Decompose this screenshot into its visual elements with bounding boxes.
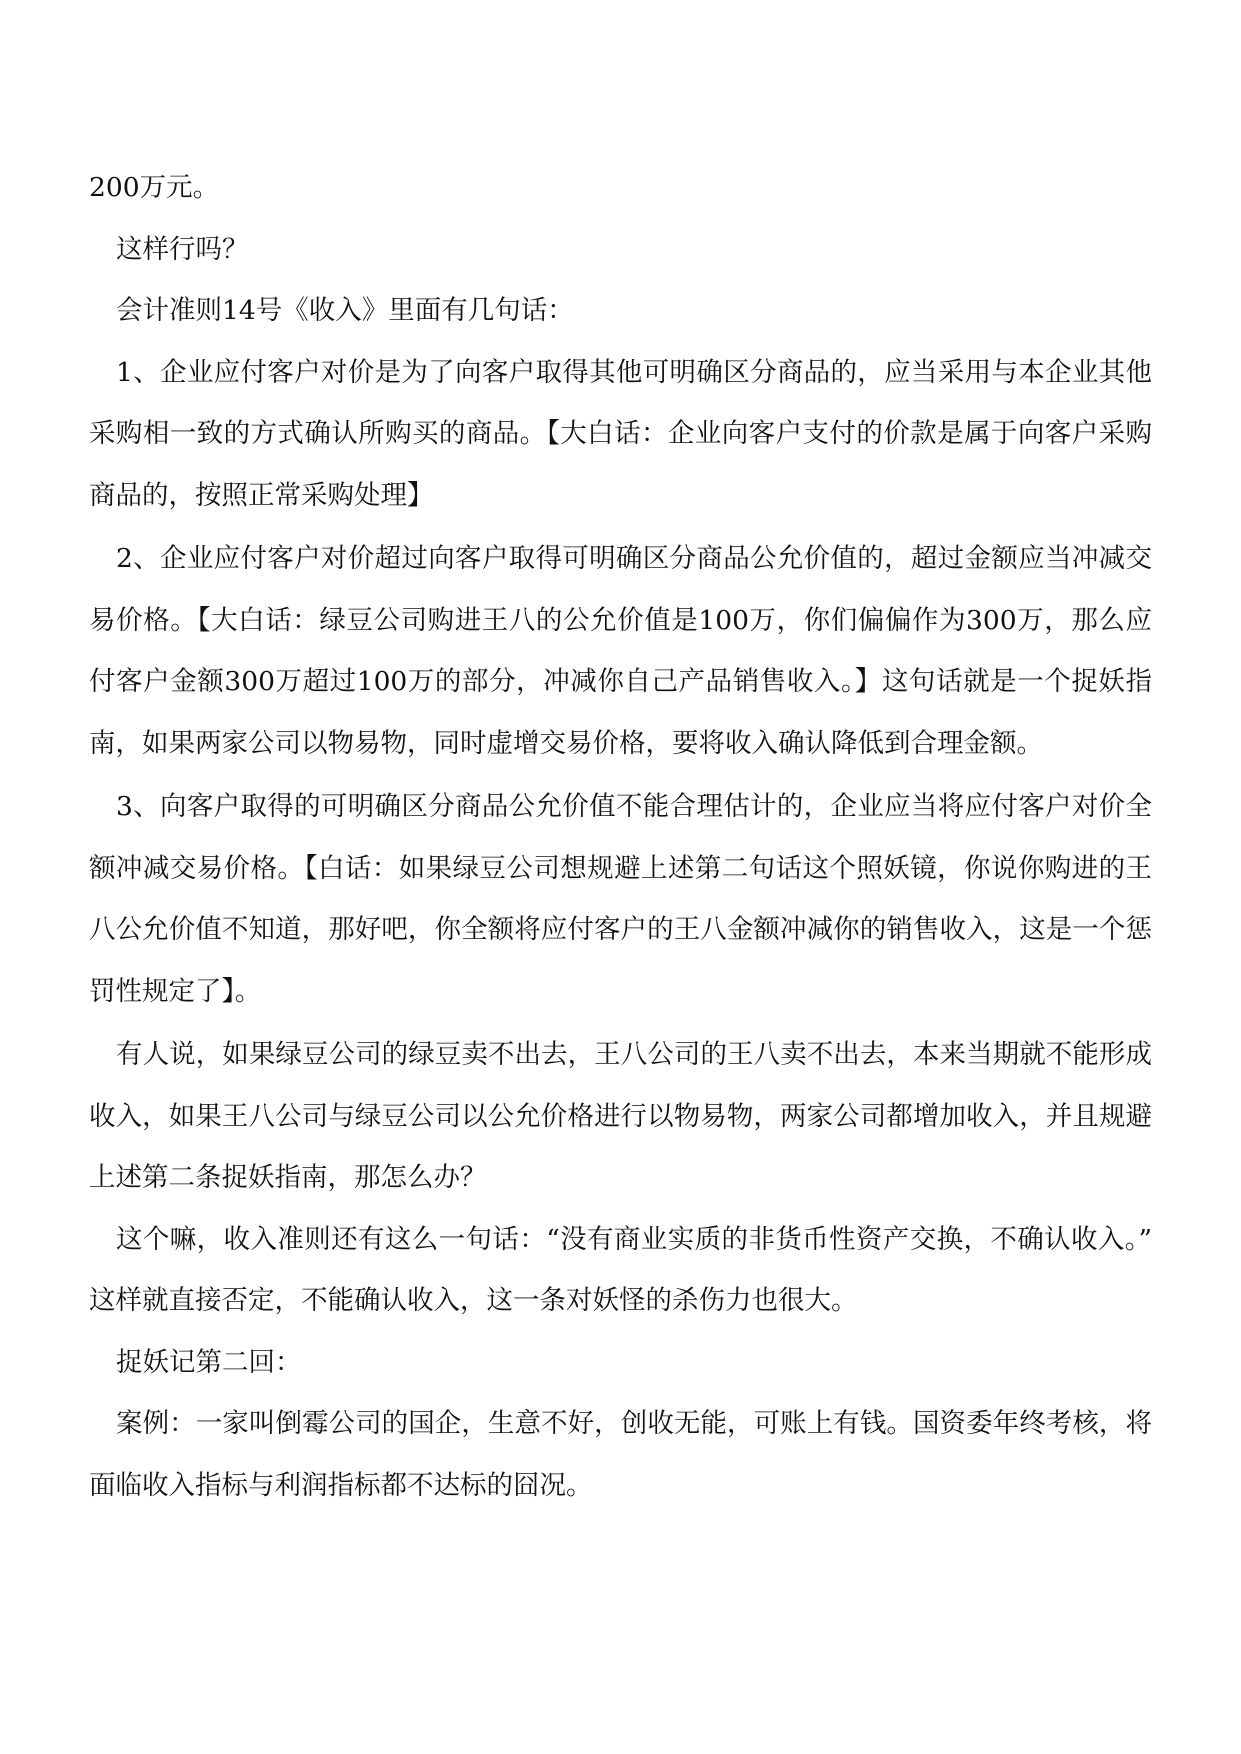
paragraph-question: 这样行吗？ — [116, 233, 249, 265]
paragraph-answer: 这个嘛，收入准则还有这么一句话：“没有商业实质的非货币性资产交换，不确认收入。”这样就直接否定，不能确认收入，这一条对妖怪的杀伤力也很大。 — [89, 1223, 1152, 1316]
paragraph-rule-1: 1、企业应付客户对价是为了向客户取得其他可明确区分商品的，应当采用与本企业其他采购相一致的方式确认所购买的商品。【大白话：企业向客户支付的价款是属于向客户采购商品的，按照正常采购处理】 — [89, 356, 1152, 511]
paragraph-case: 案例：一家叫倒霉公司的国企，生意不好，创收无能，可账上有钱。国资委年终考核，将面临收入指标与利润指标都不达标的囧况。 — [89, 1408, 1152, 1501]
paragraph-amount-line: 200万元。 — [89, 172, 220, 203]
paragraph-rule-2: 2、企业应付客户对价超过向客户取得可明确区分商品公允价值的，超过金额应当冲减交易价格。【大白话：绿豆公司购进王八的公允价值是100万，你们偏偏作为300万，那么应付客户金额300万超过100万的部分，冲减你自己产品销售收入。】这句话就是一个捉妖指南，如果两家公司以物易物，同时虚增交易价格，要将收入确认降低到合理金额。 — [89, 543, 1152, 759]
paragraph-objection: 有人说，如果绿豆公司的绿豆卖不出去，王八公司的王八卖不出去，本来当期就不能形成收入，如果王八公司与绿豆公司以公允价格进行以物易物，两家公司都增加收入，并且规避上述第二条捉妖指南，那怎么办？ — [89, 1039, 1152, 1193]
document-body — [89, 157, 1152, 1516]
paragraph-rule-3: 3、向客户取得的可明确区分商品公允价值不能合理估计的，企业应当将应付客户对价全额冲减交易价格。【白话：如果绿豆公司想规避上述第二句话这个照妖镜，你说你购进的王八公允价值不知道，那好吧，你全额将应付客户的王八金额冲减你的销售收入，这是一个惩罚性规定了】。 — [89, 791, 1152, 1007]
paragraph-section-heading: 捉妖记第二回： — [116, 1346, 302, 1378]
paragraph-standard-intro: 会计准则14号《收入》里面有几句话： — [116, 295, 574, 326]
